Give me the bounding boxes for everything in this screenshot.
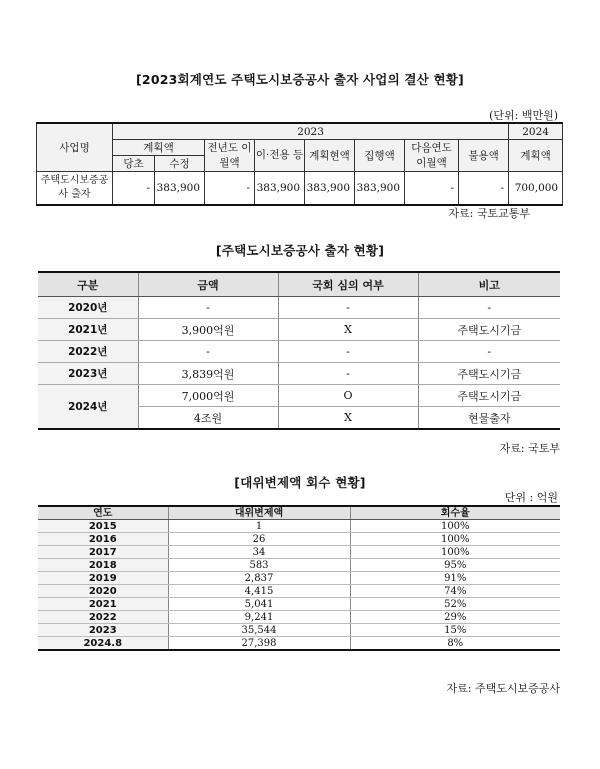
cell-year: 2022: [38, 611, 168, 624]
cell-year: 2023년: [38, 363, 138, 385]
cell-rate: 74%: [350, 585, 560, 598]
header-current-plan: 계획현액: [305, 140, 355, 172]
section3-unit: 단위 : 억원: [504, 491, 558, 504]
header-original: 당초: [113, 156, 155, 172]
cell-year: 2017: [38, 546, 168, 559]
cell-review: -: [278, 341, 418, 363]
table-row: [38, 520, 560, 533]
cell-rate: 8%: [350, 637, 560, 651]
subrogation-table: [38, 505, 560, 651]
header-recovery-rate: 회수율: [350, 506, 560, 520]
header-2023: 2023: [113, 123, 509, 140]
cell-review: X: [278, 407, 418, 430]
cell-year: 2023: [38, 624, 168, 637]
cell-review: O: [278, 385, 418, 407]
cell-rate: 100%: [350, 533, 560, 546]
cell-note: 주택도시기금: [418, 363, 560, 385]
section1-source: 자료: 국토교통부: [448, 207, 530, 220]
business-name: 주택도시보증공사 출자: [37, 172, 113, 206]
cell-amount: -: [138, 297, 278, 319]
table-row: [38, 611, 560, 624]
cell-amount: 35,544: [168, 624, 350, 637]
cell-year: 2016: [38, 533, 168, 546]
table-row: [38, 385, 560, 407]
cell-year: 2020년: [38, 297, 138, 319]
cell-note: -: [418, 297, 560, 319]
cell-review: -: [278, 363, 418, 385]
table-row: [38, 363, 560, 385]
table-row: [37, 172, 563, 206]
table-row: [38, 572, 560, 585]
cell-year: 2015: [38, 520, 168, 533]
cell-note: -: [418, 341, 560, 363]
section2-title: [주택도시보증공사 출자 현황]: [215, 243, 385, 258]
cell-review: -: [278, 297, 418, 319]
cell-year: 2024.8: [38, 637, 168, 651]
cell-amount: 9,241: [168, 611, 350, 624]
table-row: [38, 598, 560, 611]
cell-amount: 4조원: [138, 407, 278, 430]
section3-title: [대위변제액 회수 현황]: [234, 475, 366, 490]
header-subrogation: 대위변제액: [168, 506, 350, 520]
section3-source: 자료: 주택도시보증공사: [446, 682, 560, 695]
cell-rate: 100%: [350, 546, 560, 559]
cell-amount: 3,839억원: [138, 363, 278, 385]
header-plan: 계획액: [113, 140, 205, 156]
table-row: [38, 319, 560, 341]
header-year: 연도: [38, 506, 168, 520]
cell-rate: 52%: [350, 598, 560, 611]
cell-current-plan: 383,900: [305, 172, 355, 206]
cell-amount: 5,041: [168, 598, 350, 611]
cell-amount: 583: [168, 559, 350, 572]
header-carryover-prev: 전년도 이월액: [205, 140, 255, 172]
cell-year: 2022년: [38, 341, 138, 363]
cell-rate: 95%: [350, 559, 560, 572]
cell-note: 주택도시기금: [418, 385, 560, 407]
cell-amount: 7,000억원: [138, 385, 278, 407]
header-transfer: 이·전용 등: [255, 140, 305, 172]
cell-rate: 91%: [350, 572, 560, 585]
header-executed: 집행액: [355, 140, 405, 172]
header-business: 사업명: [37, 123, 113, 172]
cell-amount: 27,398: [168, 637, 350, 651]
header-carryover-next: 다음연도 이월액: [405, 140, 459, 172]
cell-rate: 29%: [350, 611, 560, 624]
cell-executed: 383,900: [355, 172, 405, 206]
cell-year: 2019: [38, 572, 168, 585]
table-row: [38, 637, 560, 651]
cell-unused: -: [459, 172, 509, 206]
cell-year: 2024년: [38, 385, 138, 430]
cell-amount: 34: [168, 546, 350, 559]
cell-carryover-next: -: [405, 172, 459, 206]
cell-note: 주택도시기금: [418, 319, 560, 341]
header-unused: 불용액: [459, 140, 509, 172]
cell-amount: 26: [168, 533, 350, 546]
section1-title: [2023회계연도 주택도시보증공사 출자 사업의 결산 현황]: [136, 72, 464, 87]
header-note: 비고: [418, 272, 560, 297]
cell-amount: 4,415: [168, 585, 350, 598]
cell-year: 2020: [38, 585, 168, 598]
header-amount: 금액: [138, 272, 278, 297]
header-plan-2024: 계획액: [509, 140, 563, 172]
header-category: 구분: [38, 272, 138, 297]
section2-source: 자료: 국토부: [499, 442, 560, 455]
cell-note: 현물출자: [418, 407, 560, 430]
table-row: [38, 546, 560, 559]
cell-year: 2021년: [38, 319, 138, 341]
cell-plan-2024: 700,000: [509, 172, 563, 206]
cell-transfer: 383,900: [255, 172, 305, 206]
cell-review: X: [278, 319, 418, 341]
header-2024: 2024: [509, 123, 563, 140]
cell-amount: 1: [168, 520, 350, 533]
table-row: [38, 533, 560, 546]
cell-rate: 100%: [350, 520, 560, 533]
table-row: [38, 297, 560, 319]
cell-revised: 383,900: [155, 172, 205, 206]
cell-amount: 2,837: [168, 572, 350, 585]
cell-original: -: [113, 172, 155, 206]
cell-rate: 15%: [350, 624, 560, 637]
cell-amount: -: [138, 341, 278, 363]
table-row: [38, 341, 560, 363]
cell-carryover-prev: -: [205, 172, 255, 206]
cell-year: 2021: [38, 598, 168, 611]
table-row: [38, 559, 560, 572]
header-review: 국회 심의 여부: [278, 272, 418, 297]
section1-unit: (단위: 백만원): [489, 109, 558, 122]
cell-amount: 3,900억원: [138, 319, 278, 341]
table-row: [38, 585, 560, 598]
cell-year: 2018: [38, 559, 168, 572]
header-revised: 수정: [155, 156, 205, 172]
investment-table: [38, 271, 560, 430]
settlement-table: [36, 122, 563, 206]
table-row: [38, 624, 560, 637]
